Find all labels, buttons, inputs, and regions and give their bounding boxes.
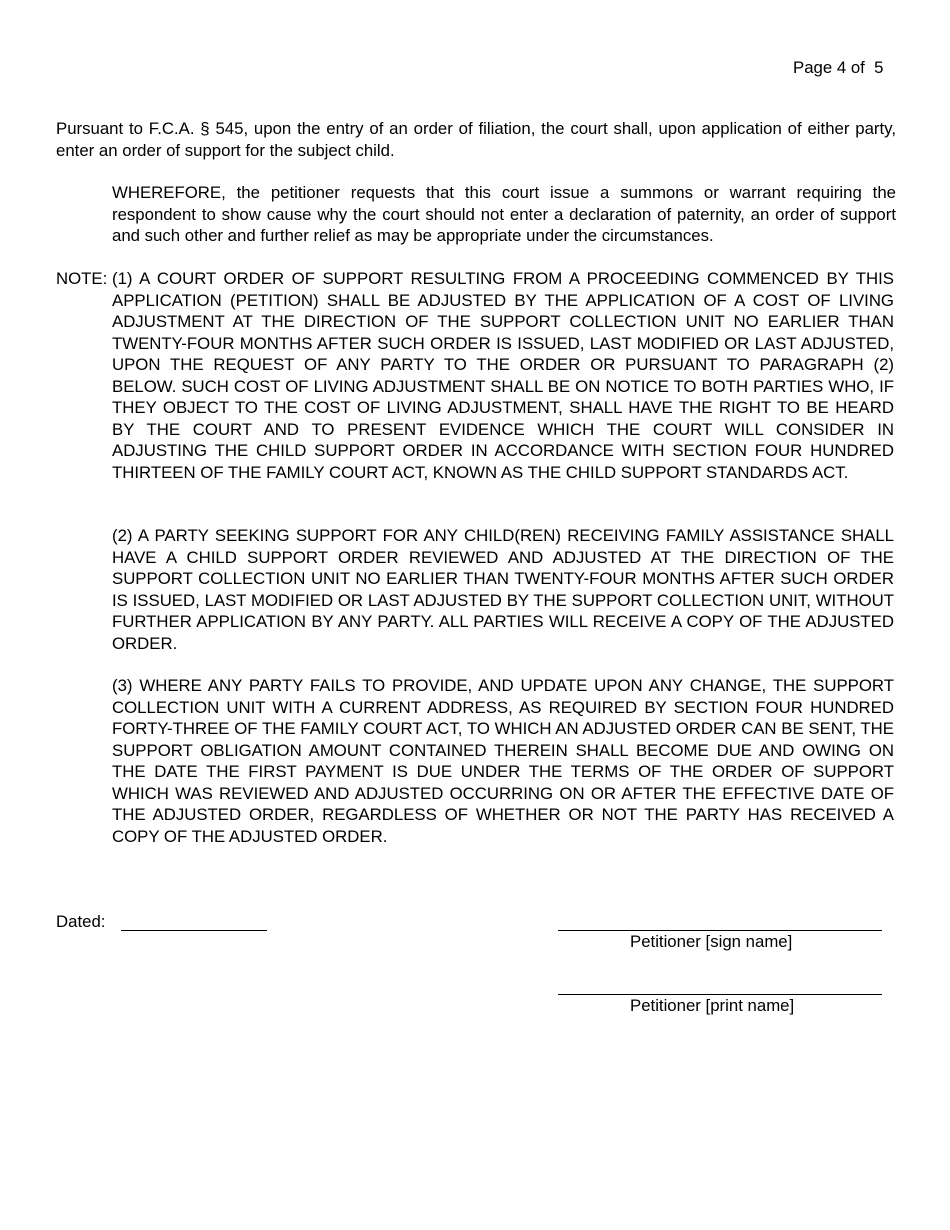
sign-name-caption: Petitioner [sign name]: [630, 932, 793, 951]
wherefore-paragraph: WHEREFORE, the petitioner requests that this court issue a summons or warrant requiring the respondent to show cause why the court should not enter a declaration of paternity, an order of support and such other and further relief as may be appropriate under the circumstances.: [112, 183, 896, 245]
print-name-caption: Petitioner [print name]: [630, 996, 795, 1015]
note-item-3: (3) WHERE ANY PARTY FAILS TO PROVIDE, AND UPDATE UPON ANY CHANGE, THE SUPPORT COLLECTION UNIT WITH A CURRENT ADDRESS, AS REQUIRED BY SECTION FOUR HUNDRED FORTY-THREE OF THE FAMILY COURT ACT, TO WHICH AN ADJUSTED ORDER CAN BE SENT, THE SUPPORT OBLIGATION AMOUNT CONTAINED THEREIN SHALL BECOME DUE AND OWING ON THE DATE THE FIRST PAYMENT IS DUE UNDER THE TERMS OF THE ORDER OF SUPPORT WHICH WAS REVIEWED AND ADJUSTED OCCURRING ON OR AFTER THE EFFECTIVE DATE OF THE ADJUSTED ORDER, REGARDLESS OF WHETHER OR NOT THE PARTY HAS RECEIVED A COPY OF THE ADJUSTED ORDER.: [112, 676, 894, 846]
dated-field-line[interactable]: [121, 930, 267, 931]
page-number: Page 4 of 5: [793, 58, 884, 77]
intro-paragraph: Pursuant to F.C.A. § 545, upon the entry of an order of filiation, the court shall, upon application of either party, enter an order of support for the subject child.: [56, 119, 896, 160]
dated-label: Dated:: [56, 912, 106, 931]
note-label: NOTE:: [56, 269, 108, 288]
note-item-2: (2) A PARTY SEEKING SUPPORT FOR ANY CHILD(REN) RECEIVING FAMILY ASSISTANCE SHALL HAVE A CHILD SUPPORT ORDER REVIEWED AND ADJUSTED AT THE DIRECTION OF THE SUPPORT COLLECTION UNIT NO EARLIER THAN TWENTY-FOUR MONTHS AFTER SUCH ORDER IS ISSUED, LAST MODIFIED OR LAST ADJUSTED BY THE SUPPORT COLLECTION UNIT, WITHOUT FURTHER APPLICATION BY ANY PARTY. ALL PARTIES WILL RECEIVE A COPY OF THE ADJUSTED ORDER.: [112, 526, 894, 653]
note-item-1: (1) A COURT ORDER OF SUPPORT RESULTING FROM A PROCEEDING COMMENCED BY THIS APPLICATION (PETITION) SHALL BE ADJUSTED BY THE APPLICATION OF A COST OF LIVING ADJUSTMENT AT THE DIRECTION OF THE SUPPORT COLLECTION UNIT NO EARLIER THAN TWENTY-FOUR MONTHS AFTER SUCH ORDER IS ISSUED, LAST MODIFIED OR LAST ADJUSTED, UPON THE REQUEST OF ANY PARTY TO THE ORDER OR PURSUANT TO PARAGRAPH (2) BELOW. SUCH COST OF LIVING ADJUSTMENT SHALL BE ON NOTICE TO BOTH PARTIES WHO, IF THEY OBJECT TO THE COST OF LIVING ADJUSTMENT, SHALL HAVE THE RIGHT TO BE HEARD BY THE COURT AND TO PRESENT EVIDENCE WHICH THE COURT WILL CONSIDER IN ADJUSTING THE CHILD SUPPORT ORDER IN ACCORDANCE WITH SECTION FOUR HUNDRED THIRTEEN OF THE FAMILY COURT ACT, KNOWN AS THE CHILD SUPPORT STANDARDS ACT.: [112, 269, 894, 482]
